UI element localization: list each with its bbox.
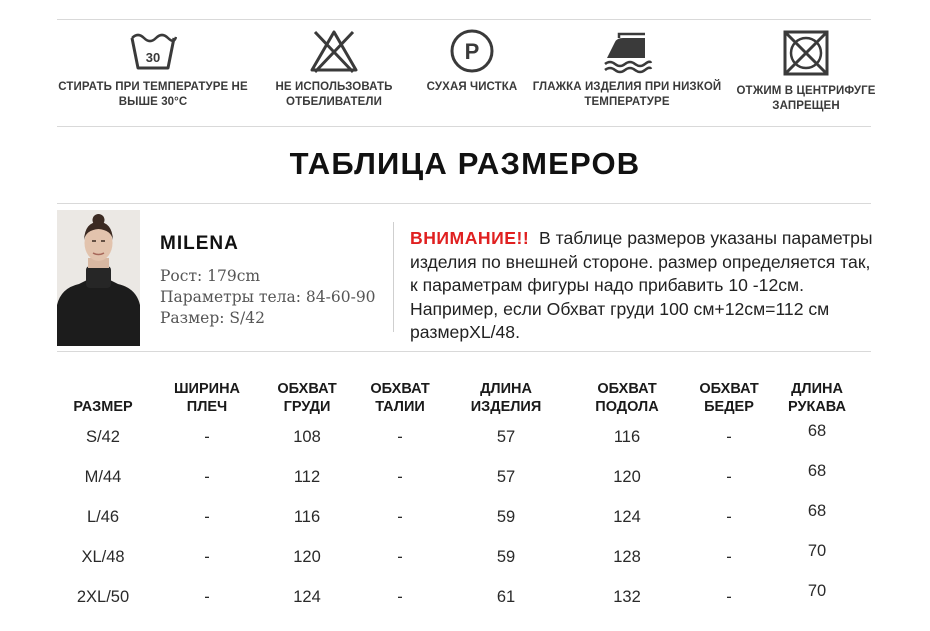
wash-30-icon	[129, 28, 177, 74]
no-tumble-dry-icon	[781, 28, 831, 78]
header-length: ДЛИНА ИЗДЕЛИЯ	[470, 381, 542, 415]
cell-length: 59	[496, 508, 516, 526]
table-row	[57, 536, 871, 576]
dry-clean-icon	[449, 28, 495, 74]
header-hem: ОБХВАТ ПОДОЛА	[595, 381, 659, 415]
svg-text:P: P	[464, 39, 480, 64]
model-name: MILENA	[160, 233, 239, 254]
cell-hem: 132	[613, 588, 641, 606]
cell-size: S/42	[86, 428, 120, 446]
cell-size: M/44	[84, 468, 122, 486]
table-header	[57, 372, 871, 416]
cell-hem: 120	[613, 468, 641, 486]
model-divider	[57, 351, 871, 352]
cell-shoulders: -	[204, 428, 210, 446]
header-hips: ОБХВАТ БЕДЕР	[699, 381, 759, 415]
care-item-wash	[53, 28, 253, 110]
cell-shoulders: -	[204, 468, 210, 486]
cell-waist: -	[397, 548, 403, 566]
cell-hips: -	[726, 428, 732, 446]
care-label-dryclean: СУХАЯ ЧИСТКА	[426, 81, 518, 93]
model-height: Рост: 179cm	[160, 267, 261, 285]
cell-hips: -	[726, 508, 732, 526]
cell-hem: 116	[613, 428, 641, 446]
model-size: Размер: S/42	[160, 309, 265, 327]
cell-size: 2XL/50	[76, 588, 130, 606]
cell-chest: 108	[293, 428, 321, 446]
care-label-iron: ГЛАЖКА ИЗДЕЛИЯ ПРИ НИЗКОЙ ТЕМПЕРАТУРЕ	[532, 81, 722, 108]
size-note	[410, 227, 880, 345]
note-warning: ВНИМАНИЕ!!	[410, 228, 530, 248]
cell-hem: 124	[613, 508, 641, 526]
care-label-spin: ОТЖИМ В ЦЕНТРИФУГЕ ЗАПРЕЩЕН	[736, 85, 876, 112]
cell-size: XL/48	[81, 548, 125, 566]
care-divider	[57, 126, 871, 127]
cell-hips: -	[726, 588, 732, 606]
model-photo	[57, 210, 140, 346]
cell-waist: -	[397, 588, 403, 606]
svg-text:30: 30	[145, 50, 161, 65]
table-row	[57, 576, 871, 616]
cell-chest: 124	[293, 588, 321, 606]
model-separator	[393, 222, 394, 332]
cell-sleeve: 68	[807, 422, 827, 440]
header-sleeve: ДЛИНА РУКАВА	[787, 381, 847, 415]
cell-waist: -	[397, 468, 403, 486]
table-row	[57, 456, 871, 496]
cell-sleeve: 68	[807, 462, 827, 480]
cell-shoulders: -	[204, 588, 210, 606]
cell-hem: 128	[613, 548, 641, 566]
iron-low-icon	[601, 28, 653, 74]
cell-hips: -	[726, 468, 732, 486]
model-params	[160, 266, 376, 329]
header-chest: ОБХВАТ ГРУДИ	[277, 381, 337, 415]
cell-sleeve: 70	[807, 582, 827, 600]
cell-shoulders: -	[204, 508, 210, 526]
header-shoulders: ШИРИНА ПЛЕЧ	[173, 381, 241, 415]
cell-hips: -	[726, 548, 732, 566]
cell-length: 61	[496, 588, 516, 606]
header-size: РАЗМЕР	[73, 399, 133, 415]
cell-chest: 116	[293, 508, 321, 526]
header-waist: ОБХВАТ ТАЛИИ	[370, 381, 430, 415]
cell-waist: -	[397, 508, 403, 526]
cell-length: 59	[496, 548, 516, 566]
title-divider	[57, 203, 871, 204]
table-row	[57, 416, 871, 456]
table-row	[57, 496, 871, 536]
cell-waist: -	[397, 428, 403, 446]
cell-length: 57	[496, 428, 516, 446]
no-bleach-icon	[308, 28, 360, 74]
care-item-spin	[706, 28, 906, 114]
page-title: ТАБЛИЦА РАЗМЕРОВ	[289, 146, 641, 181]
cell-size: L/46	[86, 508, 120, 526]
care-label-wash: СТИРАТЬ ПРИ ТЕМПЕРАТУРЕ НЕ ВЫШЕ 30°С	[58, 81, 248, 108]
care-item-iron	[527, 28, 727, 110]
care-label-bleach: НЕ ИСПОЛЬЗОВАТЬ ОТБЕЛИВАТЕЛИ	[275, 81, 393, 108]
cell-chest: 112	[293, 468, 321, 486]
cell-sleeve: 68	[807, 502, 827, 520]
cell-sleeve: 70	[807, 542, 827, 560]
cell-chest: 120	[293, 548, 321, 566]
cell-shoulders: -	[204, 548, 210, 566]
top-divider	[57, 19, 871, 20]
size-table	[57, 372, 871, 616]
cell-length: 57	[496, 468, 516, 486]
note-text: В таблице размеров указаны параметры изделия по внешней стороне. размер определяется так, к параметрам фигуры надо прибавить 10 -12см. Например, если Обхват груди 100 см+12см=112 см размерXL/48.	[410, 228, 873, 342]
model-body: Параметры тела: 84-60-90	[160, 288, 376, 306]
